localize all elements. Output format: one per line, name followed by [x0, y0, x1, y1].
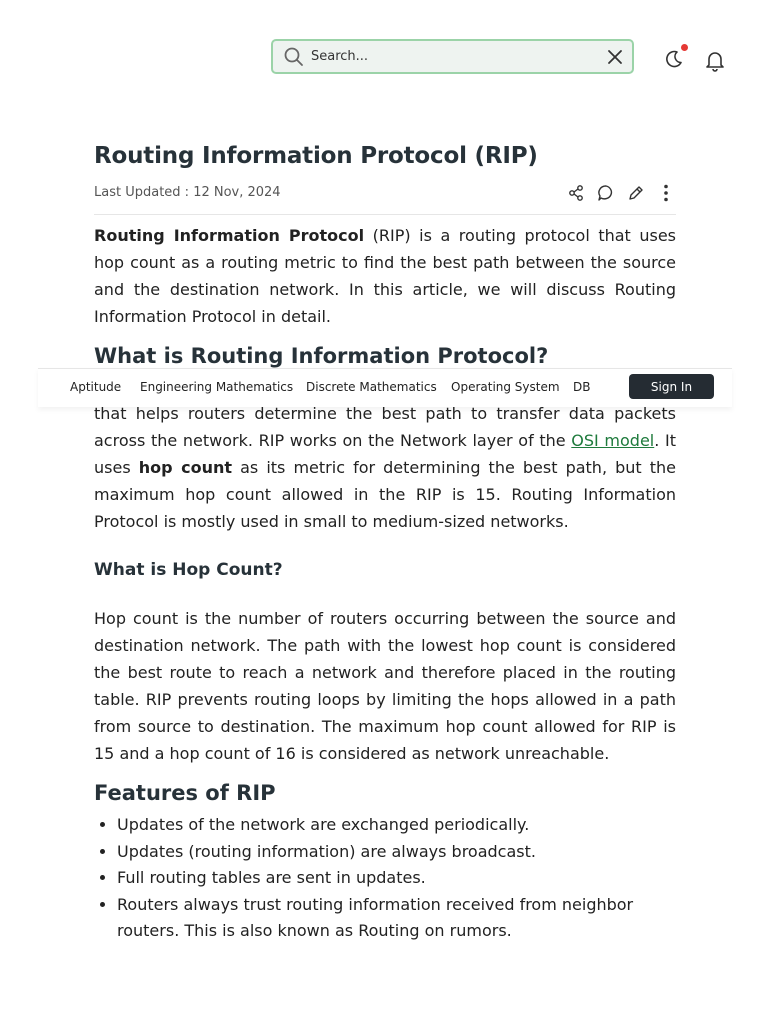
page-title: Routing Information Protocol (RIP) [94, 143, 538, 169]
edit-icon[interactable] [626, 183, 646, 203]
heading-hop-count: What is Hop Count? [94, 560, 283, 580]
intro-paragraph [94, 223, 676, 331]
features-list [94, 812, 699, 945]
sign-in-button[interactable]: Sign In [629, 374, 714, 399]
divider [94, 214, 676, 215]
list-item: • Full routing tables are sent in updates. [117, 865, 699, 892]
share-icon[interactable] [566, 183, 586, 203]
para2-text-2: . It uses [94, 430, 677, 477]
moon-icon[interactable] [664, 49, 684, 69]
nav-item-db[interactable]: DB [573, 380, 591, 394]
heading-what-is-rip: What is Routing Information Protocol? [94, 344, 549, 368]
rip-description-paragraph [94, 401, 676, 536]
nav-item-operating-system[interactable]: Operating System [451, 380, 560, 394]
close-icon[interactable] [606, 48, 624, 66]
search-bar[interactable] [271, 39, 634, 74]
nav-item-aptitude[interactable]: Aptitude [70, 380, 122, 394]
last-updated: Last Updated : 12 Nov, 2024 [94, 185, 281, 200]
list-item: • Routers always trust routing information received from neighbor routers. This is also known as Routing on rumors. [117, 892, 699, 945]
notification-dot [681, 44, 688, 51]
bell-icon[interactable] [703, 48, 727, 72]
nav-item-engineering-mathematics[interactable]: Engineering Mathematics [140, 380, 294, 394]
search-icon [283, 46, 305, 68]
osi-model-link[interactable]: OSI model [571, 430, 655, 450]
more-icon[interactable] [656, 183, 676, 203]
search-input[interactable] [311, 49, 606, 64]
nav-item-discrete-mathematics[interactable]: Discrete Mathematics [306, 380, 437, 394]
intro-bold: Routing Information Protocol [94, 226, 365, 245]
hop-count-bold: hop count [138, 457, 233, 477]
para2-text-1: that helps routers determine the best path to transfer data packets across the network. RIP works on the Network layer of the [94, 404, 676, 450]
comment-icon[interactable] [596, 183, 616, 203]
para2-text-3: as its metric for determining the best path, but the maximum hop count allowed in the RIP is 15. Routing Information Protocol is mostly used in small to medium-sized networks. [94, 457, 677, 531]
list-item: • Updates of the network are exchanged periodically. [117, 812, 699, 839]
heading-features: Features of RIP [94, 781, 276, 805]
list-item: • Updates (routing information) are always broadcast. [117, 839, 699, 866]
article-tools [566, 183, 676, 203]
intro-text: (RIP) is a routing protocol that uses hop count as a routing metric to find the best path between the source and the destination network. In this article, we will discuss Routing Information Protocol in detail. [94, 226, 676, 326]
hop-count-paragraph: Hop count is the number of routers occurring between the source and destination network. The path with the lowest hop count is considered the best route to reach a network and therefore placed in the routing table. RIP prevents routing loops by limiting the hops allowed in a path from source to destination. The maximum hop count allowed for RIP is 15 and a hop count of 16 is considered as network unreachable. [94, 609, 676, 763]
